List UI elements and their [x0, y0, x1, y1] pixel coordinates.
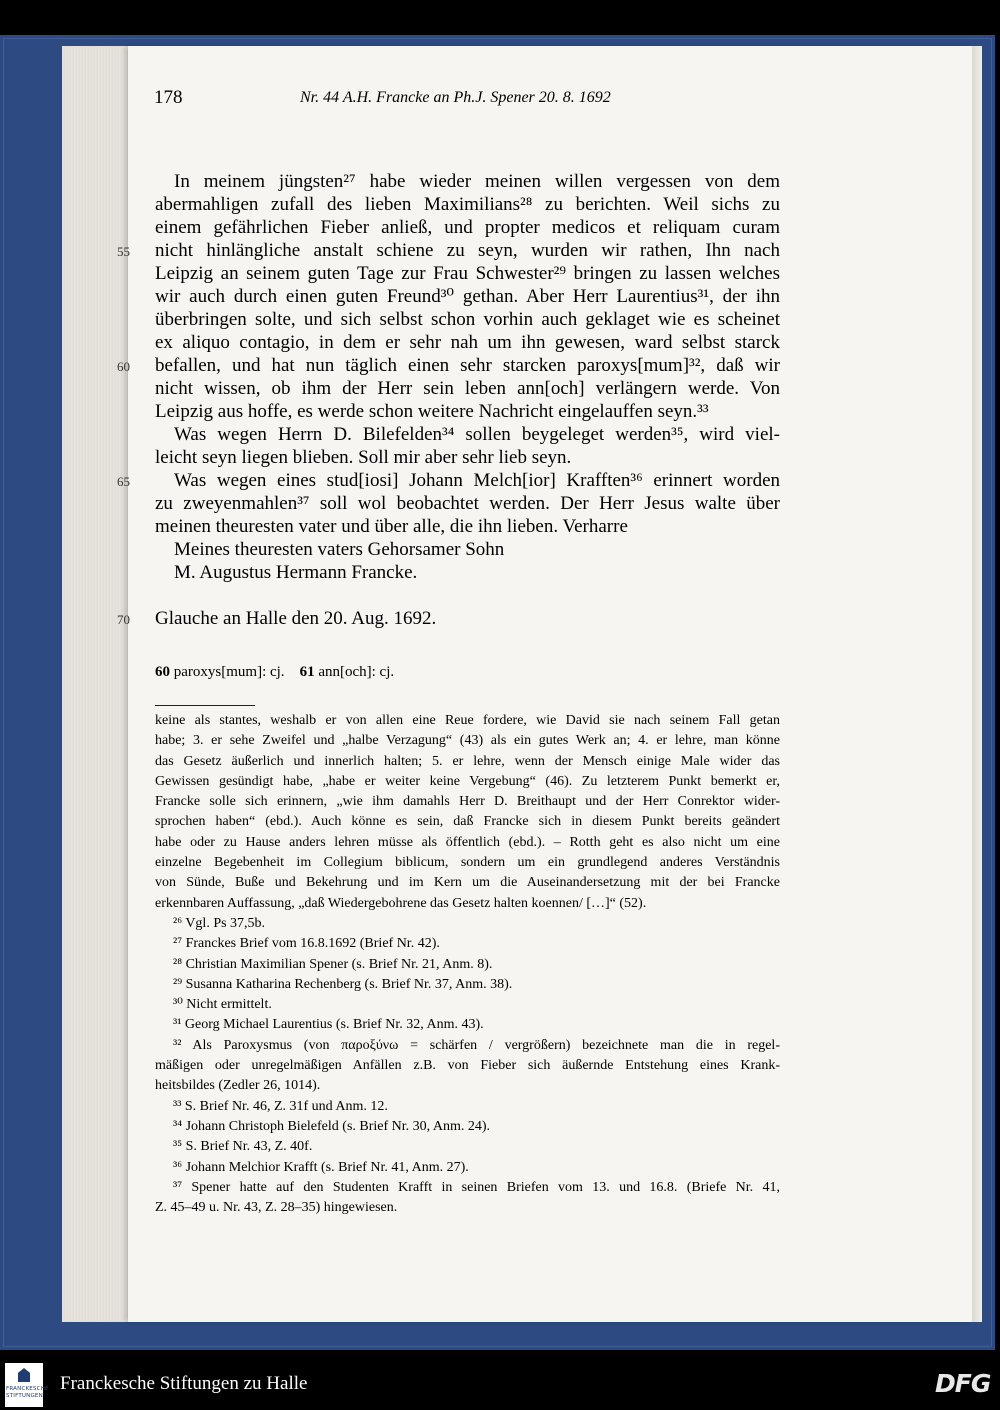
text-line — [117, 354, 780, 377]
line-text: Meines theuresten vaters Gehorsamer Sohn — [174, 539, 505, 560]
building-icon — [18, 1368, 30, 1382]
page-header — [154, 87, 634, 115]
line-number: 60 — [117, 359, 130, 374]
footnote-line: einzelne Begebenheit im Collegium biblicum, sondern um ein grundlegend anderes Verständnis — [155, 855, 780, 871]
apparatus-entry-1: paroxys[mum]: cj. — [173, 664, 285, 680]
text-line — [155, 377, 780, 400]
line-text: überbringen solte, und sich selbst schon vorhin auch geklaget wie es scheinet — [155, 309, 780, 330]
dfg-logo[interactable]: DFG — [935, 1369, 991, 1398]
footnote-rule — [155, 705, 255, 706]
footnote-start: ³⁰ Nicht ermittelt. — [173, 997, 272, 1013]
text-line — [155, 400, 780, 423]
text-line — [155, 446, 780, 469]
line-text: M. Augustus Hermann Francke. — [174, 562, 418, 583]
text-line — [155, 492, 780, 515]
line-text: leicht seyn liegen blieben. Soll mir aber sehr lieb seyn. — [155, 447, 572, 468]
page-number: 178 — [154, 87, 183, 108]
footnote-line: habe; 3. er sehe Zweifel und „halbe Verzagung“ (43) als ein gutes Werk an; 4. er lehre, man könne — [155, 733, 780, 749]
apparatus-line-ref-1: 60 — [155, 664, 170, 680]
footnote-start: ³⁴ Johann Christoph Bielefeld (s. Brief Nr. 30, Anm. 24). — [173, 1118, 491, 1134]
text-line — [155, 308, 780, 331]
line-text: ex aliquo contagio, in dem er sehr nah um ihn gewesen, ward selbst starck — [155, 332, 780, 353]
text-line — [155, 331, 780, 354]
text-line — [155, 262, 780, 285]
line-text: befallen, und hat nun täglich einen sehr starcken paroxys[mum]³², daß wir — [155, 355, 780, 376]
text-line — [155, 538, 780, 561]
footnote-start: ²⁶ Vgl. Ps 37,5b. — [173, 915, 266, 931]
text-line — [117, 239, 780, 262]
text-line — [155, 423, 780, 446]
line-number: 55 — [117, 244, 130, 259]
text-line — [155, 515, 780, 538]
line-text: meinen theuresten vater und über alle, die ihn lieben. Verharre — [155, 516, 628, 537]
footnote-line: keine als stantes, weshalb er von allen eine Reue fordere, wie David sie nach seinem Fall getan — [155, 713, 780, 728]
footnote-line: Z. 45–49 u. Nr. 43, Z. 28–35) hingewiesen. — [155, 1200, 398, 1216]
footnote-line: sprochen haben“ (ebd.). Auch könne es sein, daß Francke sich in diesem Punkt bereits geändert — [155, 814, 780, 830]
line-text: Glauche an Halle den 20. Aug. 1692. — [155, 608, 437, 629]
footnotes — [155, 711, 780, 1218]
footnote-start: ²⁷ Franckes Brief vom 16.8.1692 (Brief Nr. 42). — [173, 936, 440, 952]
line-number: 65 — [117, 474, 130, 489]
line-text: wir auch durch einen guten Freund³⁰ gethan. Aber Herr Laurentius³¹, der ihn — [155, 286, 780, 307]
line-text: Leipzig an seinem guten Tage zur Frau Schwester²⁹ bringen zu lassen welches — [155, 263, 780, 284]
line-text: abermahligen zufall des lieben Maximilians²⁸ zu berichten. Weil sichs zu — [155, 194, 780, 215]
text-line — [155, 561, 780, 584]
footnote-start: ³¹ Georg Michael Laurentius (s. Brief Nr. 32, Anm. 43). — [173, 1017, 484, 1033]
footnote-line: habe oder zu Hause anders lehren müsse als öffentlich (ebd.). – Rotth geht es also nicht um eine — [155, 834, 780, 850]
line-text: zu zweyenmahlen³⁷ soll wol beobachtet werden. Der Herr Jesus walte über — [155, 493, 780, 514]
footnote-start: ²⁹ Susanna Katharina Rechenberg (s. Brief Nr. 37, Anm. 38). — [173, 976, 513, 992]
line-text: nicht wissen, ob ihm der Herr sein leben ann[och] verlängern werde. Von — [155, 378, 780, 399]
line-text: Leipzig aus hoffe, es werde schon weitere Nachricht eingelauffen seyn.³³ — [155, 401, 709, 422]
footnote-line: mäßigen oder unregelmäßigen Anfällen z.B. von Fieber sich äußernde Entstehung eines Krank- — [155, 1058, 780, 1074]
text-line — [117, 607, 780, 630]
footnote-start: ³⁵ S. Brief Nr. 43, Z. 40f. — [173, 1139, 313, 1155]
footnote-line: erkennbaren Auffassung, „daß Wiedergebohrene das Gesetz halten koennen/ […]“ (52). — [155, 895, 647, 911]
footnote-line: heitsbildes (Zedler 26, 1014). — [155, 1078, 321, 1094]
footnote-start: ³³ S. Brief Nr. 46, Z. 31f und Anm. 12. — [173, 1098, 388, 1114]
logo-text: FRANCKESCHE STIFTUNGEN — [6, 1386, 49, 1399]
text-line — [155, 170, 780, 193]
footnote-start: ³² Als Paroxysmus (von παροξύνω = schärfen / vergrößern) bezeichnete man die in regel- — [173, 1037, 780, 1053]
footnote-line: Francke solle sich erinnern, „wie ihm damahls Herr D. Breithaupt und der Herr Conrektor wider- — [155, 794, 780, 810]
line-text: nicht hinlängliche anstalt schiene zu seyn, wurden wir rathen, Ihn nach — [155, 240, 780, 261]
text-line — [155, 584, 780, 607]
line-text: einem gefährlichen Fieber anließ, und propter medicos et reliquam curam — [155, 217, 780, 238]
text-line — [155, 285, 780, 308]
gutter-shadow — [972, 46, 982, 1322]
line-text: Was wegen Herrn D. Bilefelden³⁴ sollen beygeleget werden³⁵, wird viel- — [174, 424, 780, 445]
line-text: Was wegen eines stud[iosi] Johann Melch[ior] Krafften³⁶ erinnert worden — [174, 470, 780, 491]
footnote-line: das Gesetz äußerlich und innerlich halten; 5. er lehre, wenn der Mensch einige Male wider das — [155, 753, 780, 769]
footnote-start: ³⁷ Spener hatte auf den Studenten Krafft in seinen Briefen vom 13. und 16.8. (Briefe Nr. 41, — [173, 1179, 780, 1195]
critical-apparatus — [155, 664, 394, 681]
text-line — [155, 216, 780, 239]
text-line — [155, 193, 780, 216]
apparatus-line-ref-2: 61 — [299, 664, 315, 680]
letter-text — [117, 170, 780, 630]
text-line — [117, 469, 780, 492]
footnote-line: von Sünde, Buße und Bekehrung und im Kern um die Auseinandersetzung mit der bei Francke — [155, 875, 780, 891]
footnote-start: ³⁶ Johann Melchior Krafft (s. Brief Nr. 41, Anm. 27). — [173, 1159, 469, 1175]
line-text: In meinem jüngsten²⁷ habe wieder meinen willen vergessen von dem — [174, 171, 780, 192]
footnote-line: Gewissen gesündigt habe, „habe er weiter keine Vergebung“ (46). Zu letzterem Punkt bemerkt er, — [155, 773, 780, 789]
running-head: Nr. 44 A.H. Francke an Ph.J. Spener 20. 8. 1692 — [300, 89, 611, 106]
footnote-start: ²⁸ Christian Maximilian Spener (s. Brief Nr. 21, Anm. 8). — [173, 956, 493, 972]
institution-logo[interactable] — [5, 1363, 49, 1407]
institution-name[interactable]: Franckesche Stiftungen zu Halle — [60, 1373, 308, 1394]
apparatus-entry-2: ann[och]: cj. — [318, 664, 395, 680]
line-number: 70 — [117, 612, 130, 627]
